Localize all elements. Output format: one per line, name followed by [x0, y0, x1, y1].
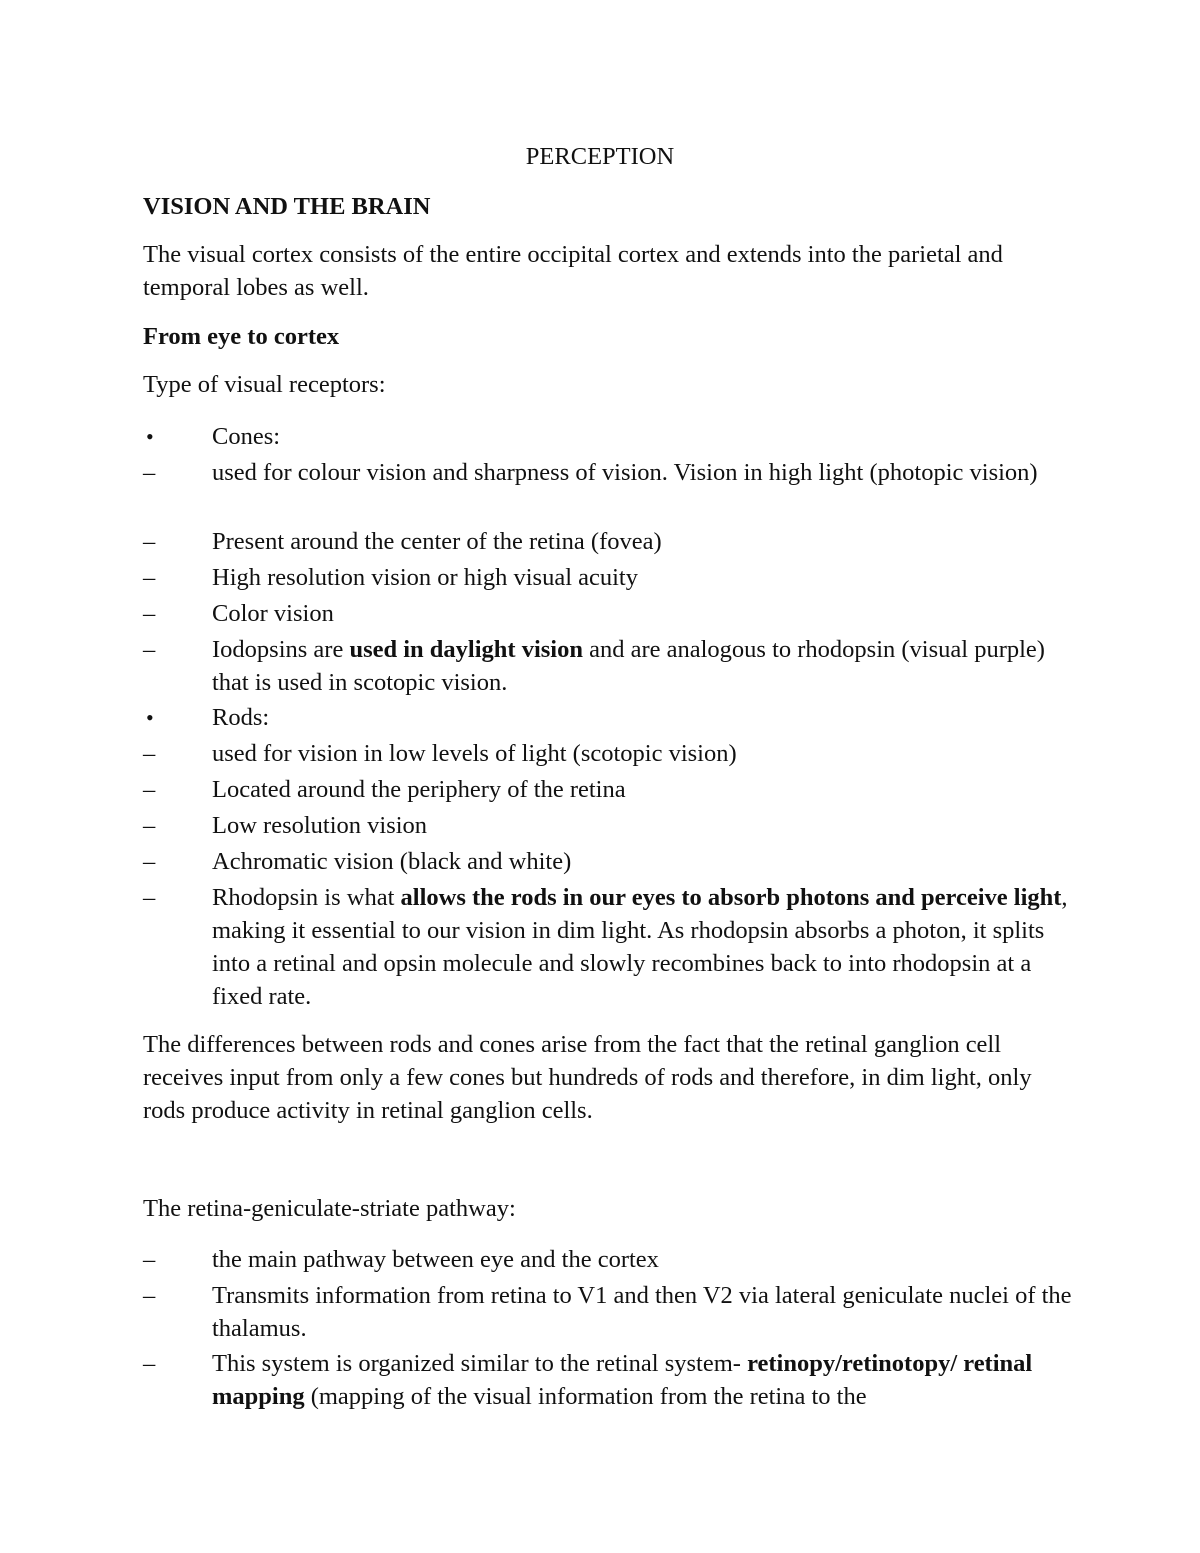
dash-icon: –	[143, 459, 156, 486]
intro-paragraph: The visual cortex consists of the entire occipital cortex and extends into the parietal and temporal lobes as well.	[143, 241, 1003, 301]
document-page: PERCEPTION VISION AND THE BRAIN The visual cortex consists of the entire occipital cortex and extends into the parietal and temporal lobes as well. From eye to cortex Type of visual receptors: • Cones: – used for colour vision and sharpness of vision. Vision in high light (photopic vision) – Present around the center of the retina (fovea) – High resolution vision or high visual acuity – Color vision – Iodopsins are used in daylight vision and are analogous to rhodopsin (visual purple) that is used in scotopic vision. • Rods: – used for vision in low levels of light (scotopic vision) – Located around the periphery of the retina – Low resolution vision – Achromatic vision (black and white) – Rhodopsin is what allows the rods in our eyes to absorb photons and perceive light, making it essential to our vision in dim light. As rhodopsin absorbs a photon, it splits into a retinal and opsin molecule and slowly recombines back to into rhodopsin at a fixed rate. The differences between rods and cones arise from the fact that the retinal ganglion cell receives input from only a few cones but hundreds of rods and therefore, in dim light, only rods produce activity in retinal ganglion cells. The retina-geniculate-striate pathway: – the main pathway between eye and the cortex – Transmits information from retina to V1 and then V2 via lateral geniculate nuclei of the thalamus. – This system is organized similar to the retinal system- retinopy/retinotopy/ retinal mapping (mapping of the visual information from the retina to the	[0, 0, 1200, 1553]
subheading: From eye to cortex	[143, 323, 340, 350]
emphasis: retinopy/retinotopy/ retinal mapping	[212, 1350, 1033, 1410]
dash-icon: –	[143, 1350, 156, 1377]
dash-icon: –	[143, 1246, 156, 1273]
dash-icon: –	[143, 564, 156, 591]
dash-icon: –	[143, 812, 156, 839]
dash-icon: –	[143, 884, 156, 911]
page-title: PERCEPTION	[525, 143, 675, 170]
receptors-label: Type of visual receptors:	[143, 371, 386, 398]
bullet-icon: •	[146, 705, 154, 730]
section-heading: VISION AND THE BRAIN	[143, 193, 431, 220]
emphasis: used in daylight vision	[349, 636, 583, 663]
dash-icon: –	[143, 528, 156, 555]
differences-paragraph: The differences between rods and cones arise from the fact that the retinal ganglion cell receives input from only a few cones but hundreds of rods and therefore, in dim light, only rods produce activity in retinal ganglion cells.	[143, 1031, 1032, 1124]
emphasis: allows the rods in our eyes to absorb photons and perceive light	[400, 884, 1062, 911]
dash-icon: –	[143, 1282, 156, 1309]
bullet-icon: •	[146, 424, 154, 449]
pathway-label: The retina-geniculate-striate pathway:	[143, 1195, 516, 1222]
dash-icon: –	[143, 740, 156, 767]
dash-icon: –	[143, 636, 156, 663]
dash-icon: –	[143, 848, 156, 875]
dash-icon: –	[143, 600, 156, 627]
dash-icon: –	[143, 776, 156, 803]
